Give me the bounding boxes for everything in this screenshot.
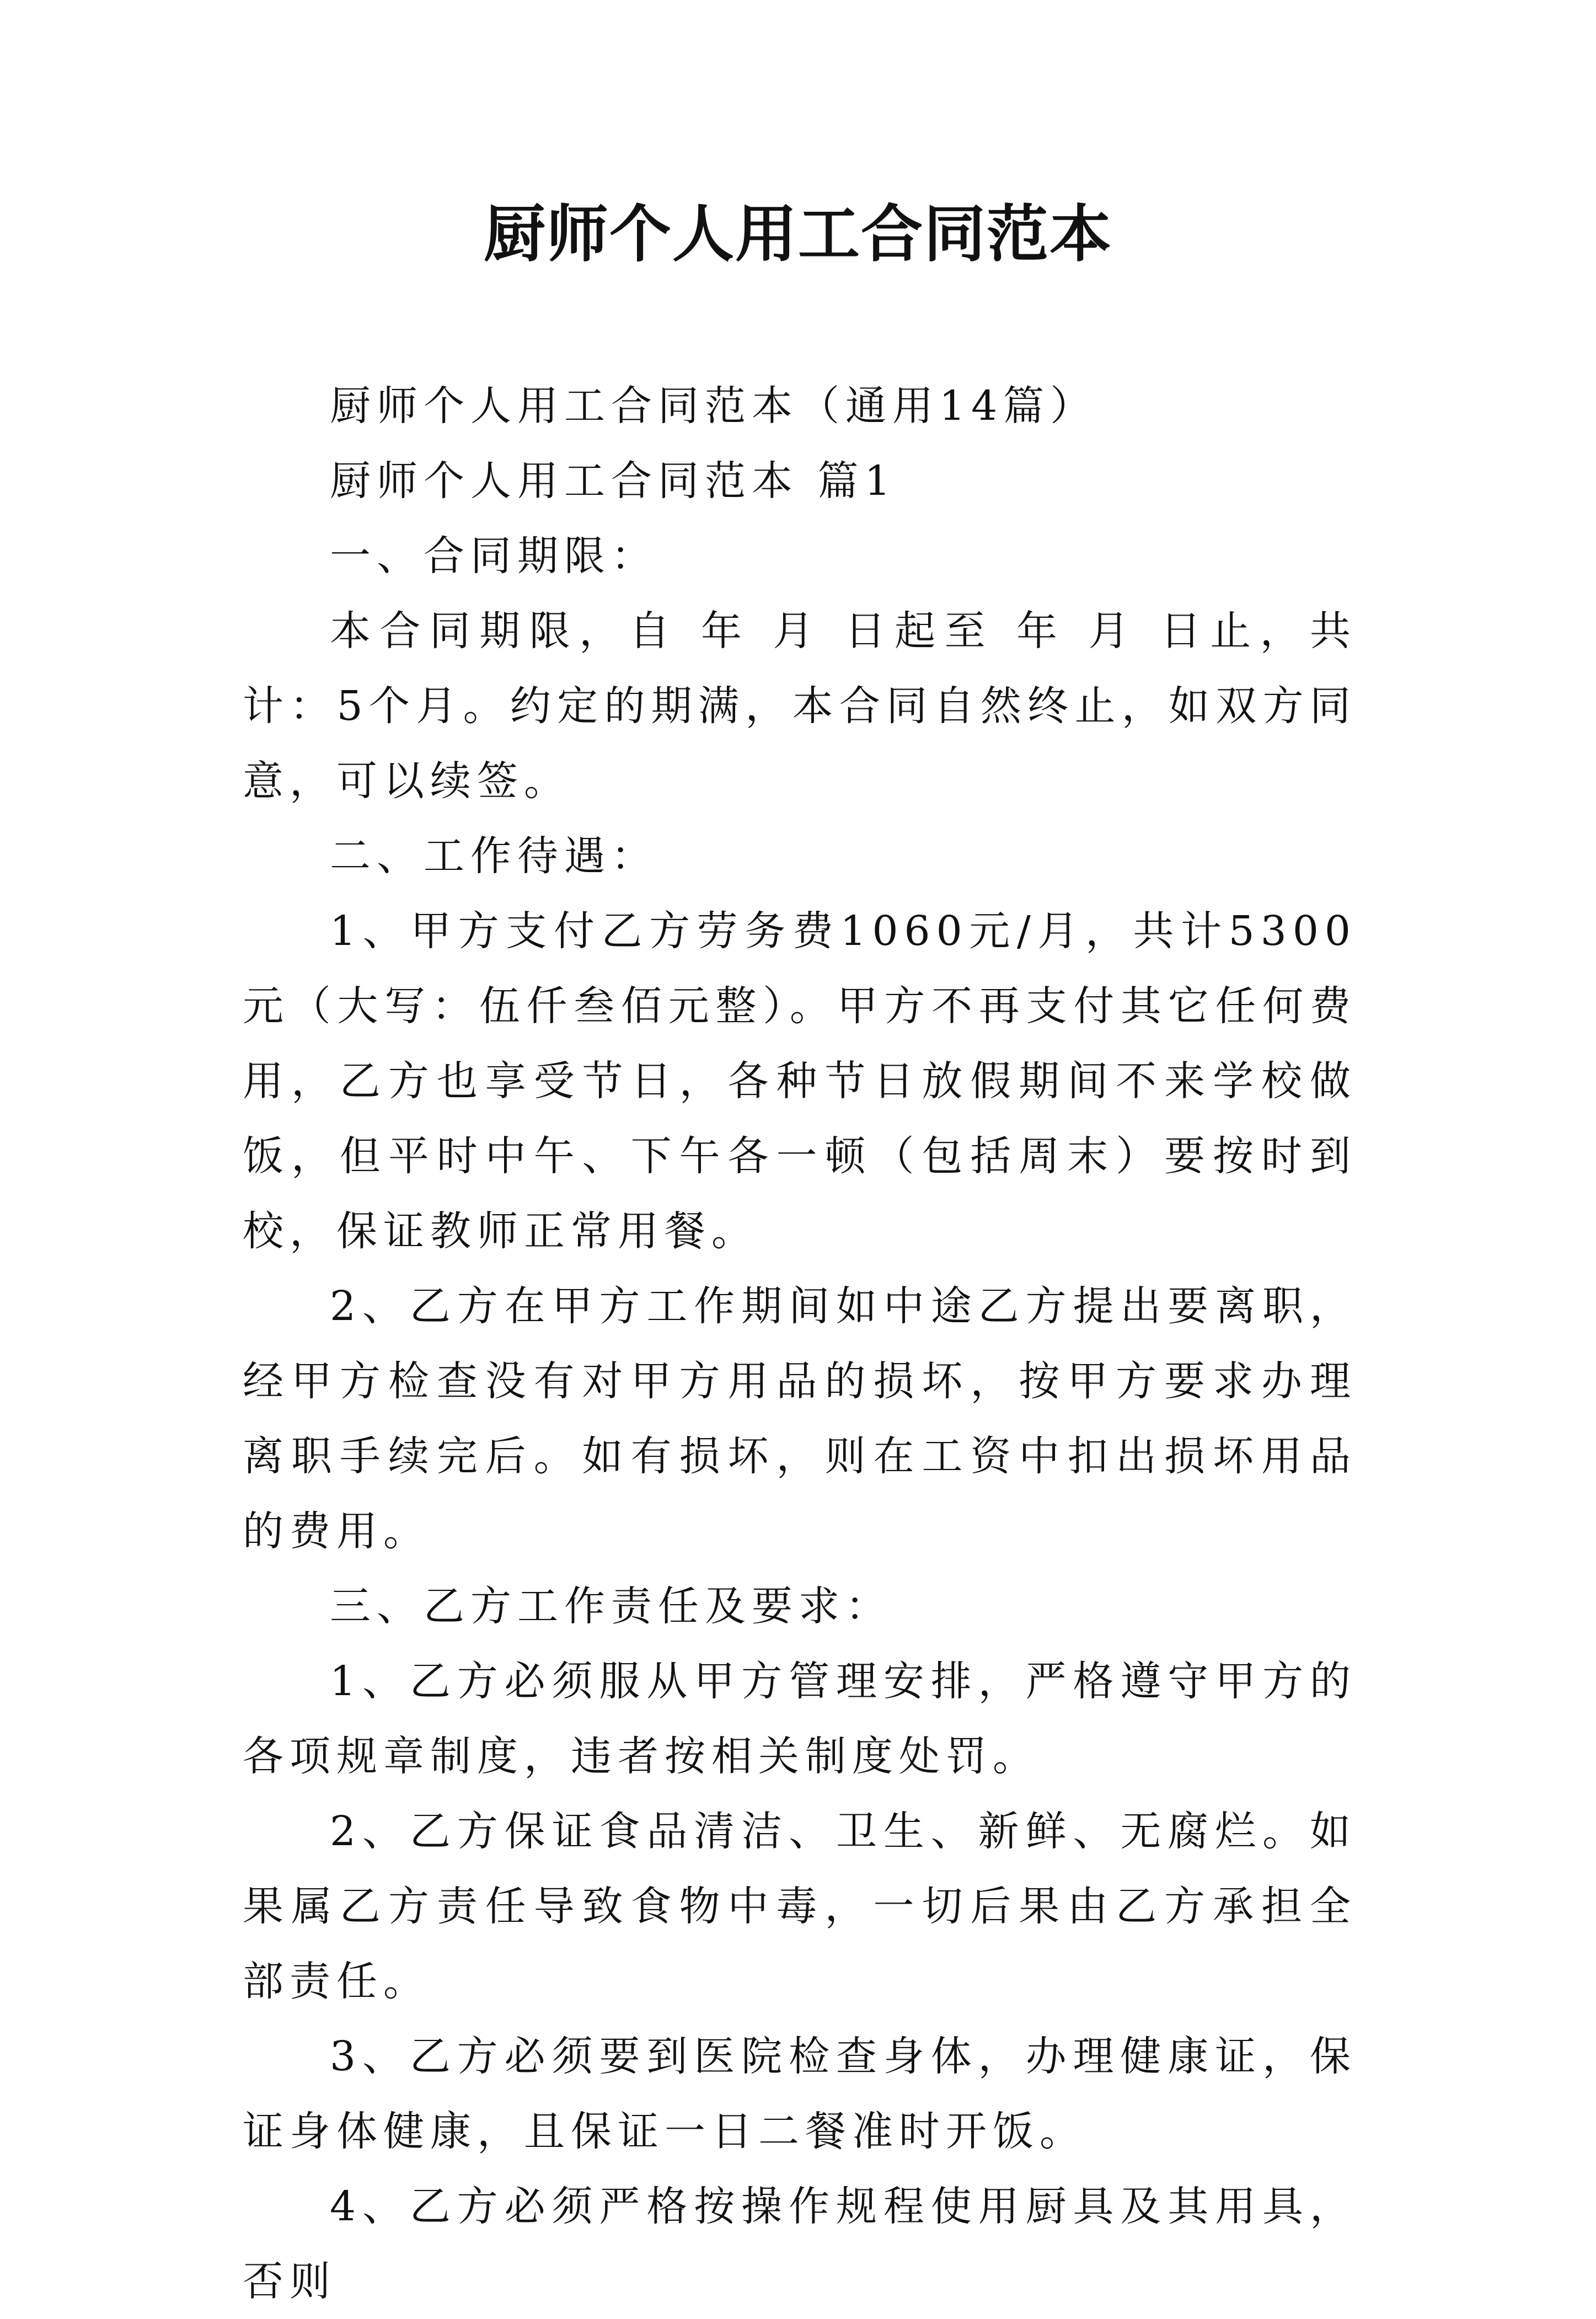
clause-paragraph: 1、乙方必须服从甲方管理安排，严格遵守甲方的各项规章制度，违者按相关制度处罚。 bbox=[243, 1658, 1357, 1780]
clause-heading-contract-term: 一、合同期限： bbox=[330, 532, 658, 580]
clause-heading-compensation: 二、工作待遇： bbox=[330, 832, 658, 880]
document-body bbox=[243, 368, 1357, 2319]
clause-paragraph: 4、乙方必须严格按操作规程使用厨具及其用具，否则 bbox=[243, 2183, 1357, 2305]
clause-paragraph: 2、乙方在甲方工作期间如中途乙方提出要离职，经甲方检查没有对甲方用品的损坏，按甲方要求办理离职手续完后。如有损坏，则在工资中扣出损坏用品的费用。 bbox=[243, 1283, 1357, 1555]
document-title: 厨师个人用工合同范本 bbox=[484, 198, 1112, 270]
clause-paragraph: 本合同期限，自 年 月 日起至 年 月 日止，共计：5个月。约定的期满，本合同自然终止，如双方同意，可以续签。 bbox=[243, 607, 1357, 805]
clause-heading-responsibilities: 三、乙方工作责任及要求： bbox=[330, 1583, 892, 1630]
section-heading-part-1: 厨师个人用工合同范本 篇1 bbox=[330, 457, 897, 505]
clause-paragraph: 2、乙方保证食品清洁、卫生、新鲜、无腐烂。如果属乙方责任导致食物中毒，一切后果由乙方承担全部责任。 bbox=[243, 1808, 1357, 2005]
clause-paragraph: 3、乙方必须要到医院检查身体，办理健康证，保证身体健康，且保证一日二餐准时开饭。 bbox=[243, 2033, 1357, 2155]
document-subtitle: 厨师个人用工合同范本（通用14篇） bbox=[330, 382, 1097, 430]
clause-paragraph: 1、甲方支付乙方劳务费1060元/月，共计5300元（大写：伍仟叁佰元整）。甲方不再支付其它任何费用，乙方也享受节日，各种节日放假期间不来学校做饭，但平时中午、下午各一顿（包括周末）要按时到校，保证教师正常用餐。 bbox=[243, 907, 1357, 1255]
